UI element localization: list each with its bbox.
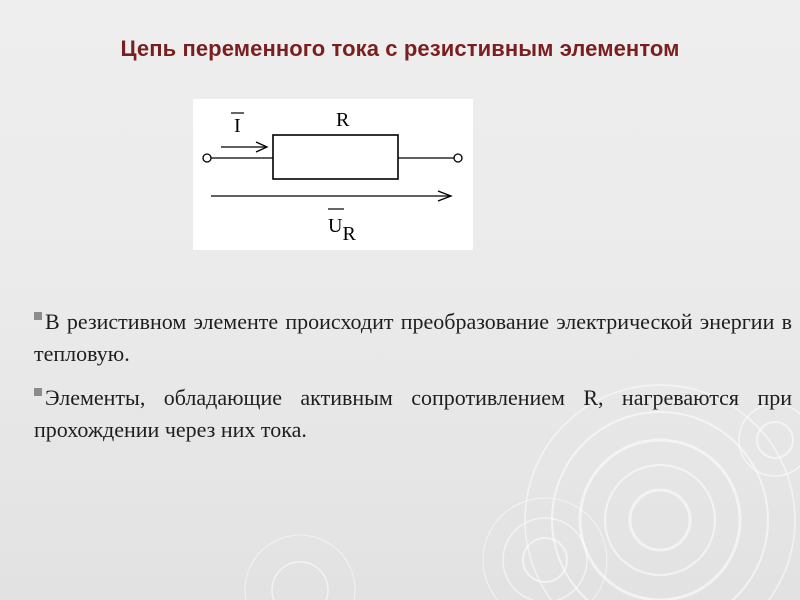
right-terminal bbox=[454, 154, 462, 162]
circuit-svg bbox=[193, 99, 473, 250]
current-label: I bbox=[234, 115, 241, 137]
resistor-label: R bbox=[336, 109, 350, 131]
voltage-label-subscript: R bbox=[342, 223, 356, 245]
bullet-list bbox=[34, 306, 792, 458]
bullet-text: В резистивном элементе происходит преобразование электрической энергии в тепловую. bbox=[34, 309, 792, 366]
bullet-square-icon bbox=[34, 388, 42, 396]
bullet-text: Элементы, обладающие активным сопротивлением R, нагреваются при прохождении через них тока. bbox=[34, 385, 792, 442]
voltage-label-main: U bbox=[328, 215, 343, 237]
voltage-label bbox=[328, 215, 356, 245]
current-arrow bbox=[221, 142, 267, 152]
bullet-item bbox=[34, 382, 792, 446]
circuit-diagram bbox=[193, 99, 473, 250]
bullet-item bbox=[34, 306, 792, 370]
bullet-square-icon bbox=[34, 312, 42, 320]
slide-title: Цепь переменного тока с резистивным элементом bbox=[120, 36, 680, 61]
left-terminal bbox=[203, 154, 211, 162]
voltage-arrow bbox=[211, 191, 451, 201]
resistor bbox=[273, 135, 398, 179]
